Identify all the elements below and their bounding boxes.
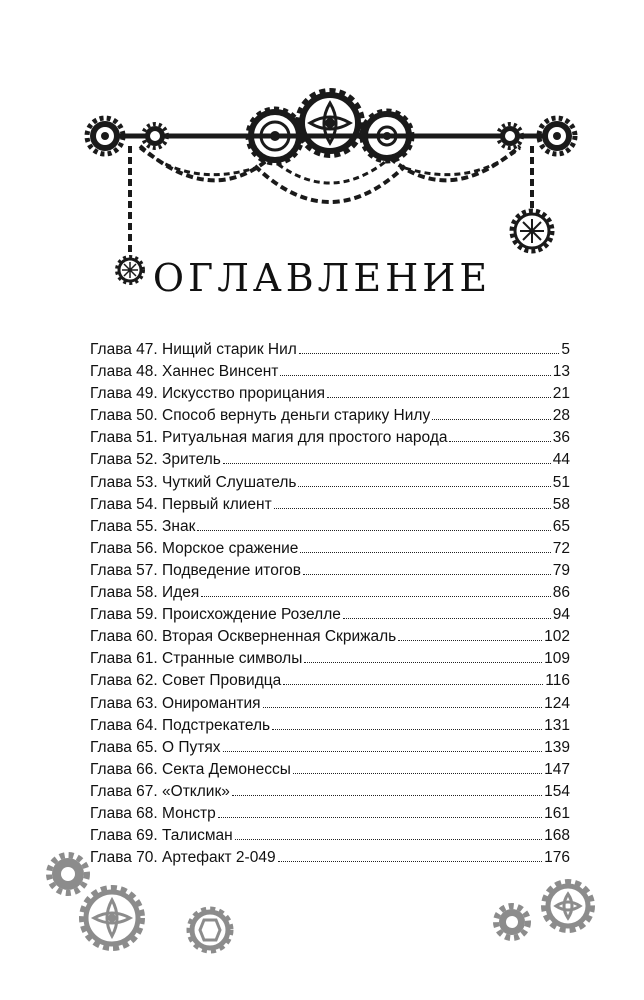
- toc-entry: [90, 648, 570, 670]
- toc-dot-leader: [274, 508, 551, 509]
- gear-icon: [87, 118, 123, 154]
- toc-entry: [90, 405, 570, 427]
- toc-dot-leader: [304, 662, 542, 663]
- toc-entry-page: 36: [552, 429, 570, 447]
- toc-entry-title: Глава 61. Странные символы: [90, 650, 303, 668]
- toc-entry-page: 21: [552, 385, 570, 403]
- toc-entry-title: Глава 63. Ониромантия: [90, 694, 261, 712]
- chain-icon: [140, 148, 255, 175]
- toc-entry-title: Глава 51. Ритуальная магия для простого народа: [90, 429, 448, 447]
- toc-entry-page: 154: [544, 782, 570, 800]
- toc-dot-leader: [223, 463, 551, 464]
- toc-dot-leader: [293, 773, 542, 774]
- toc-entry-title: Глава 70. Артефакт 2-049: [90, 849, 276, 867]
- toc-entry: [90, 715, 570, 737]
- toc-entry-title: Глава 59. Происхождение Розелле: [90, 606, 341, 624]
- toc-entry-title: Глава 60. Вторая Оскверненная Скрижаль: [90, 628, 397, 646]
- toc-entry-page: 13: [552, 363, 570, 381]
- toc-entry: [90, 626, 570, 648]
- toc-dot-leader: [303, 574, 551, 575]
- toc-entry-title: Глава 53. Чуткий Слушатель: [90, 473, 297, 491]
- toc-entry: [90, 670, 570, 692]
- toc-entry: [90, 339, 570, 361]
- toc-entry-page: 28: [552, 407, 570, 425]
- toc-entry-title: Глава 56. Морское сражение: [90, 539, 299, 557]
- toc-dot-leader: [197, 530, 550, 531]
- toc-entry: [90, 737, 570, 759]
- toc-entry-page: 139: [544, 738, 570, 756]
- toc-entry-page: 65: [552, 517, 570, 535]
- toc-entry-page: 147: [544, 760, 570, 778]
- toc-entry: [90, 604, 570, 626]
- toc-entry-title: Глава 64. Подстрекатель: [90, 716, 271, 734]
- toc-entry-title: Глава 47. Нищий старик Нил: [90, 341, 297, 358]
- gear-icon: [512, 211, 552, 251]
- toc-dot-leader: [263, 707, 543, 708]
- gear-icon: [498, 124, 522, 148]
- toc-dot-leader: [223, 751, 543, 752]
- toc-entry: [90, 560, 570, 582]
- toc-dot-leader: [327, 397, 551, 398]
- gear-icon: [539, 118, 575, 154]
- toc-entry: [90, 427, 570, 449]
- gear-icon: [298, 91, 362, 155]
- toc-entry-title: Глава 48. Ханнес Винсент: [90, 363, 279, 381]
- gear-icon: [189, 909, 231, 951]
- toc-entry-title: Глава 69. Талисман: [90, 827, 233, 845]
- toc-entry-title: Глава 54. Первый клиент: [90, 495, 272, 513]
- toc-entry-page: 161: [544, 804, 570, 822]
- toc-entry-title: Глава 67. «Отклик»: [90, 782, 230, 800]
- toc-dot-leader: [201, 596, 551, 597]
- page-title: ОГЛАВЛЕНИЕ: [152, 256, 492, 300]
- toc-dot-leader: [300, 552, 550, 553]
- toc-entry: [90, 759, 570, 781]
- toc-entry-title: Глава 57. Подведение итогов: [90, 561, 302, 579]
- toc-entry-title: Глава 52. Зритель: [90, 451, 221, 469]
- gear-icon: [49, 855, 87, 893]
- toc-dot-leader: [398, 640, 542, 641]
- toc-entry-page: 131: [544, 716, 570, 734]
- toc-dot-leader: [343, 618, 551, 619]
- toc-dot-leader: [232, 795, 542, 796]
- table-of-contents: [90, 339, 570, 869]
- toc-entry: [90, 494, 570, 516]
- bottom-ornament: [0, 840, 644, 1000]
- toc-entry-page: 5: [561, 341, 570, 358]
- chain-icon: [405, 148, 520, 175]
- chain-icon: [255, 166, 405, 202]
- toc-entry-page: 124: [544, 694, 570, 712]
- gear-icon: [544, 882, 592, 930]
- toc-entry-page: 51: [552, 473, 570, 491]
- toc-entry: [90, 538, 570, 560]
- toc-dot-leader: [272, 729, 542, 730]
- toc-entry: [90, 383, 570, 405]
- toc-dot-leader: [299, 353, 560, 354]
- toc-entry-page: 109: [544, 650, 570, 668]
- toc-dot-leader: [280, 375, 550, 376]
- toc-entry: [90, 516, 570, 538]
- toc-entry: [90, 582, 570, 604]
- toc-entry-title: Глава 62. Совет Провидца: [90, 672, 282, 690]
- toc-entry-page: 86: [552, 584, 570, 602]
- toc-dot-leader: [449, 441, 550, 442]
- toc-entry-page: 94: [552, 606, 570, 624]
- toc-dot-leader: [298, 486, 550, 487]
- toc-entry: [90, 361, 570, 383]
- toc-entry-page: 116: [545, 672, 570, 690]
- toc-entry-title: Глава 65. О Путях: [90, 738, 221, 756]
- toc-entry-page: 72: [552, 539, 570, 557]
- gear-icon: [82, 888, 142, 948]
- toc-entry-page: 168: [544, 827, 570, 845]
- toc-entry-title: Глава 68. Монстр: [90, 804, 216, 822]
- toc-entry-title: Глава 66. Секта Демонессы: [90, 760, 291, 778]
- gear-icon: [496, 906, 528, 938]
- toc-entry: [90, 693, 570, 715]
- toc-entry: [90, 472, 570, 494]
- toc-entry-page: 79: [552, 561, 570, 579]
- gear-icon: [143, 124, 167, 148]
- toc-entry-page: 102: [544, 628, 570, 646]
- toc-entry-title: Глава 58. Идея: [90, 584, 200, 602]
- toc-entry: [90, 449, 570, 471]
- toc-entry-title: Глава 55. Знак: [90, 517, 196, 535]
- toc-entry-page: 58: [552, 495, 570, 513]
- toc-entry-title: Глава 50. Способ вернуть деньги старику Нилу: [90, 407, 431, 425]
- toc-dot-leader: [432, 419, 551, 420]
- toc-entry-page: 176: [544, 849, 570, 867]
- toc-entry-title: Глава 49. Искусство прорицания: [90, 385, 326, 403]
- toc-dot-leader: [218, 817, 542, 818]
- toc-entry-page: 44: [552, 451, 570, 469]
- toc-entry: [90, 803, 570, 825]
- toc-dot-leader: [283, 684, 543, 685]
- toc-entry: [90, 781, 570, 803]
